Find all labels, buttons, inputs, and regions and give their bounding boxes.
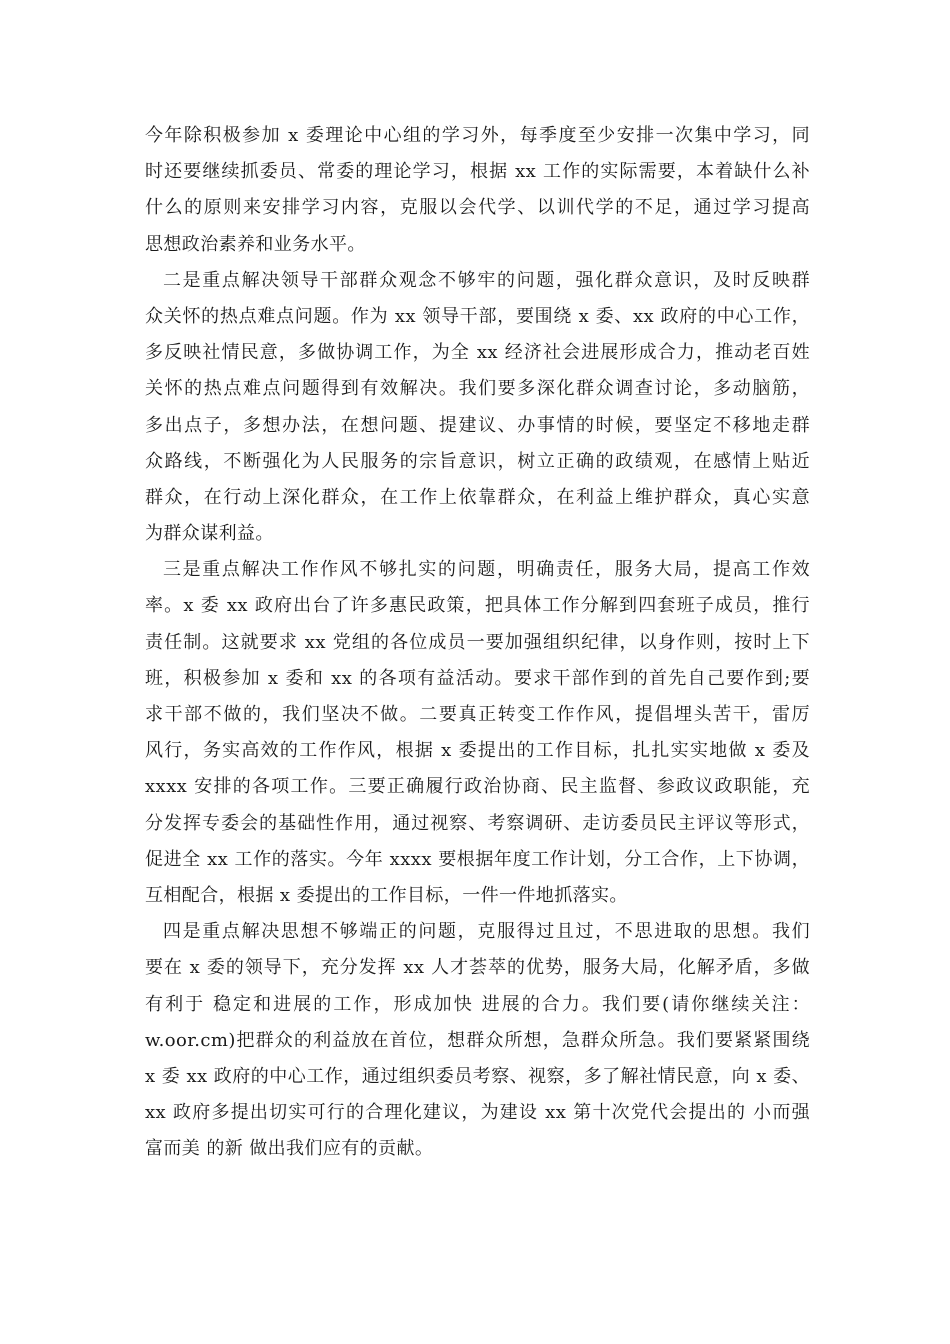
text-line: 为群众谋利益。 (145, 523, 274, 545)
text-line: 责任制。这就要求 xx 党组的各位成员一要加强组织纪律，以身作则，按时上下 (145, 631, 810, 653)
text-line: 富而美 的新 做出我们应有的贡献。 (145, 1138, 434, 1160)
document-body (145, 118, 810, 1167)
text-line: 风行，务实高效的工作作风，根据 x 委提出的工作目标，扎扎实实地做 x 委及 (145, 740, 810, 762)
text-line: 多出点子，多想办法，在想问题、提建议、办事情的时候，要坚定不移地走群 (145, 414, 810, 436)
text-line: xxxx 安排的各项工作。三要正确履行政治协商、民主监督、参政议政职能，充 (145, 776, 810, 798)
text-line: x 委 xx 政府的中心工作，通过组织委员考察、视察，多了解社情民意，向 x 委、 (145, 1065, 810, 1087)
text-line: 求干部不做的，我们坚决不做。二要真正转变工作作风，提倡埋头苦干，雷厉 (145, 704, 810, 725)
text-line: 要在 x 委的领导下，充分发挥 xx 人才荟萃的优势，服务大局，化解矛盾，多做 (145, 957, 810, 979)
text-line: 众路线，不断强化为人民服务的宗旨意识，树立正确的政绩观，在感情上贴近 (145, 450, 810, 472)
paragraph-1 (145, 118, 810, 263)
text-line: 有利于 稳定和进展的工作，形成加快 进展的合力。我们要(请你继续关注： (145, 993, 810, 1015)
paragraph-4 (145, 914, 810, 1167)
text-line: 今年除积极参加 x 委理论中心组的学习外，每季度至少安排一次集中学习，同 (145, 125, 810, 146)
text-line: 众关怀的热点难点问题。作为 xx 领导干部，要围绕 x 委、xx 政府的中心工作， (145, 305, 810, 327)
text-line: 群众，在行动上深化群众，在工作上依靠群众，在利益上维护群众，真心实意 (145, 486, 810, 508)
paragraph-2 (145, 263, 810, 553)
text-line: 班，积极参加 x 委和 xx 的各项有益活动。要求干部作到的首先自己要作到;要 (145, 667, 810, 689)
text-line: 时还要继续抓委员、常委的理论学习，根据 xx 工作的实际需要，本着缺什么补 (145, 161, 810, 183)
text-line: 互相配合，根据 x 委提出的工作目标，一件一件地抓落实。 (145, 884, 628, 906)
text-line: 关怀的热点难点问题得到有效解决。我们要多深化群众调查讨论，多动脑筋， (145, 378, 810, 400)
text-line: w.oor.cm)把群众的利益放在首位，想群众所想，急群众所急。我们要紧紧围绕 (145, 1029, 810, 1051)
paragraph-3 (145, 552, 810, 914)
text-line: 什么的原则来安排学习内容，克服以会代学、以训代学的不足，通过学习提高 (145, 197, 810, 219)
text-line: 分发挥专委会的基础性作用，通过视察、考察调研、走访委员民主评议等形式， (145, 812, 810, 834)
text-line: 三是重点解决工作作风不够扎实的问题，明确责任，服务大局，提高工作效 (163, 559, 810, 581)
text-line: xx 政府多提出切实可行的合理化建议，为建设 xx 第十次党代会提出的 小而强 (145, 1102, 810, 1124)
text-line: 率。x 委 xx 政府出台了许多惠民政策，把具体工作分解到四套班子成员，推行 (145, 595, 810, 617)
text-line: 四是重点解决思想不够端正的问题，克服得过且过，不思进取的思想。我们 (163, 921, 810, 943)
text-line: 促进全 xx 工作的落实。今年 xxxx 要根据年度工作计划，分工合作，上下协调， (145, 848, 810, 870)
text-line: 多反映社情民意，多做协调工作，为全 xx 经济社会进展形成合力，推动老百姓 (145, 342, 810, 364)
text-line: 二是重点解决领导干部群众观念不够牢的问题，强化群众意识，及时反映群 (163, 269, 810, 291)
text-line: 思想政治素养和业务水平。 (145, 233, 366, 255)
